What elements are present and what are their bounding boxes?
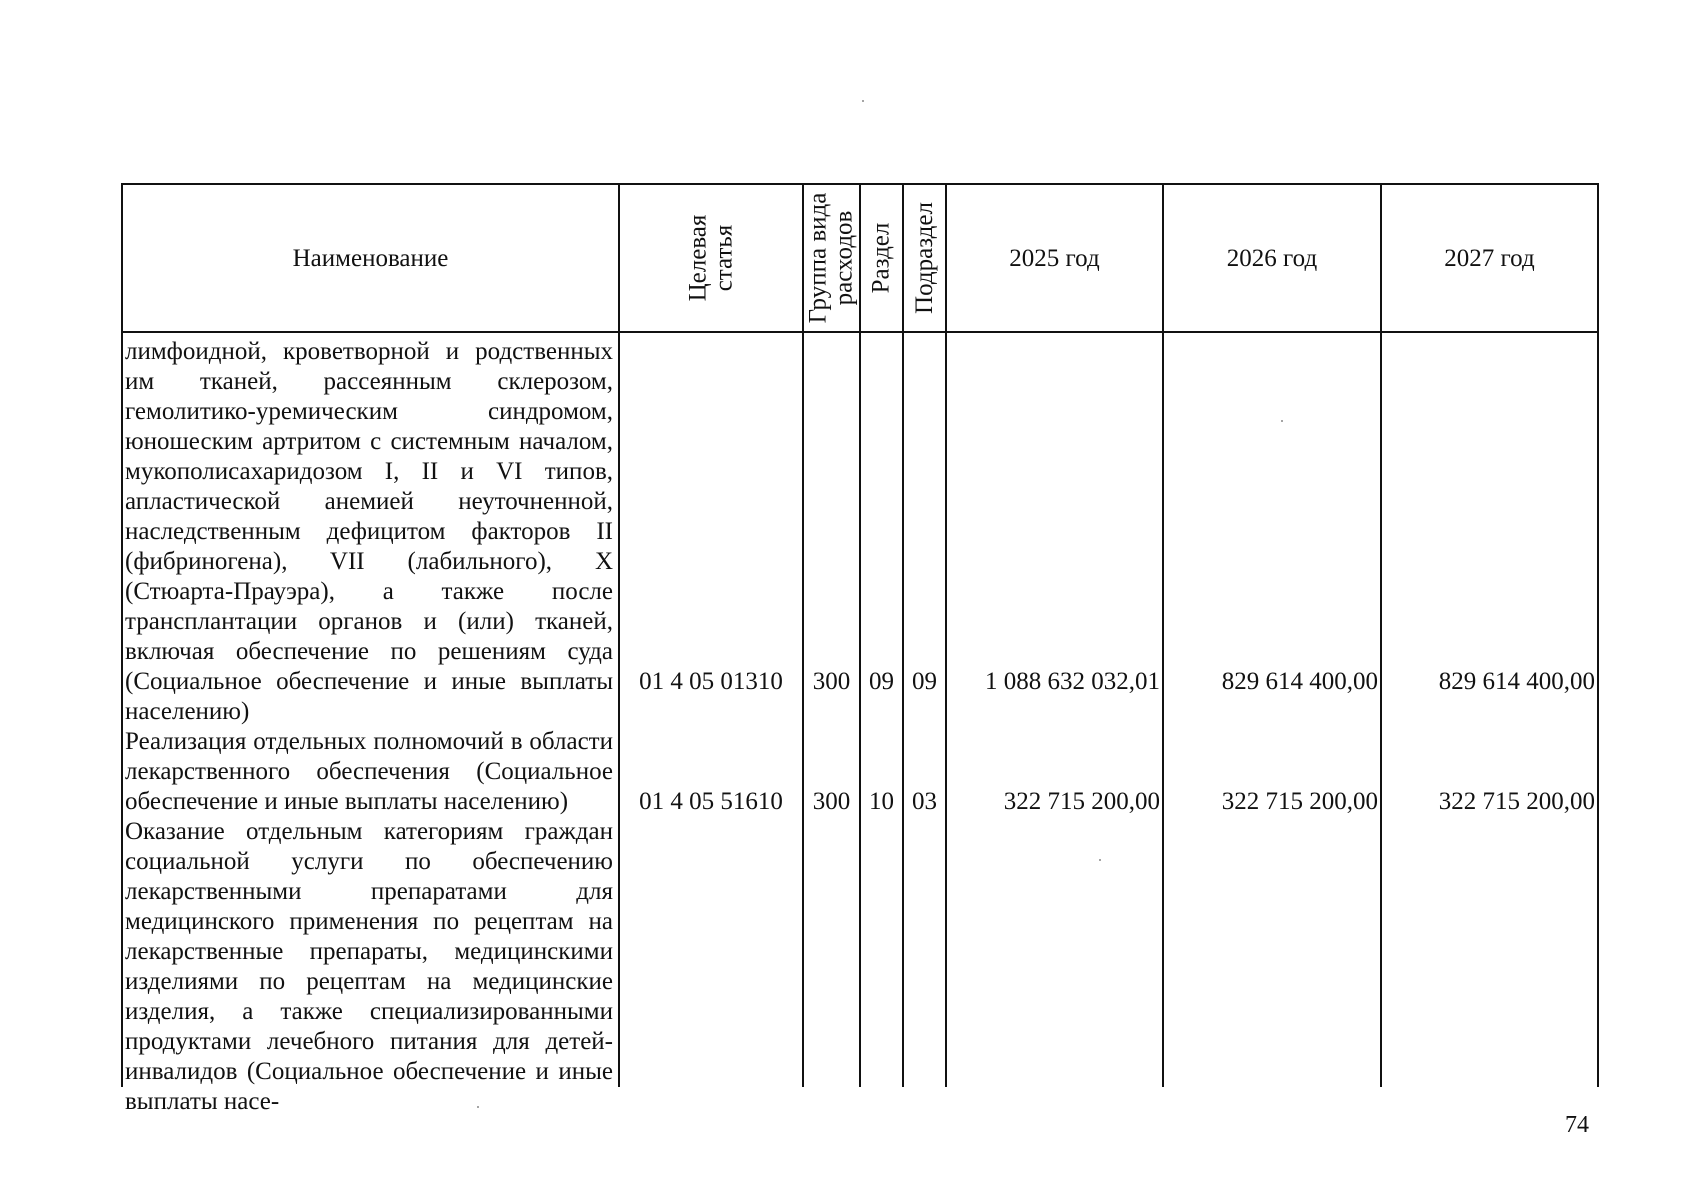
row-2-name: Реализация отдельных полномочий в области лекарственного обеспечения (Социальное обеспечение и иные выплаты населению) (125, 728, 613, 815)
scan-speck (1281, 420, 1283, 422)
row-2-2025: 322 715 200,00 (1003, 788, 1160, 815)
row-2-subsection: 03 (912, 788, 937, 815)
row-1-section: 09 (869, 668, 894, 695)
row-2-2027: 322 715 200,00 (1438, 788, 1595, 815)
scan-speck (862, 100, 864, 102)
header-expense-group (804, 185, 859, 331)
header-2027: 2027 год (1444, 244, 1535, 272)
row-2-section: 10 (869, 788, 894, 815)
header-expense-group-line1: Группа вида (804, 192, 832, 324)
row-1-2026: 829 614 400,00 (1221, 668, 1378, 695)
row-3-name: Оказание отдельным категориям граждан социальной услуги по обеспечению лекарственными препаратами для медицинского применения по рецептам на лекарственные препараты, медицинскими изделиями по рецептам на медицинские изделия, а также специализированными продуктами лечебного питания для детей-инвалидов (Социальное обеспечение и иные выплаты насе- (125, 818, 613, 1115)
row-1-name: лимфоидной, кроветворной и родственных им тканей, рассеянным склерозом, гемолитико-уремическим синдромом, юношеским артритом с системным началом, мукополисахаридозом I, II и VI типов, апластической анемией неуточненной, наследственным дефицитом факторов II (фибриногена), VII (лабильного), X (Стюарта-Прауэра), а также после трансплантации органов и (или) тканей, включая обеспечение по решениям суда (Социальное обеспечение и иные выплаты населению) (125, 338, 613, 725)
header-target-article-line1: Целевая (683, 214, 711, 302)
header-target-article-line2: статья (709, 224, 737, 292)
scan-speck (477, 1106, 479, 1108)
header-name: Наименование (292, 244, 449, 272)
row-2-target-article: 01 4 05 51610 (639, 788, 783, 815)
budget-table (121, 183, 1599, 1115)
row-2-expense-group: 300 (812, 788, 851, 815)
header-subsection: Подраздел (910, 202, 938, 314)
name-column (125, 337, 613, 1117)
row-1-expense-group: 300 (812, 668, 851, 695)
row-2-2026: 322 715 200,00 (1221, 788, 1378, 815)
header-expense-group-line2: расходов (830, 210, 858, 306)
header-2025: 2025 год (1009, 244, 1100, 272)
header-section: Раздел (867, 222, 895, 294)
table-right-border (1597, 183, 1599, 1087)
scan-speck (1099, 859, 1101, 861)
row-1-2025: 1 088 632 032,01 (985, 668, 1160, 695)
header-target-article (620, 185, 802, 331)
page-number: 74 (1565, 1112, 1589, 1138)
row-1-2027: 829 614 400,00 (1438, 668, 1595, 695)
row-1-subsection: 09 (912, 668, 937, 695)
header-2026: 2026 год (1226, 244, 1318, 272)
row-1-target-article: 01 4 05 01310 (639, 668, 783, 695)
